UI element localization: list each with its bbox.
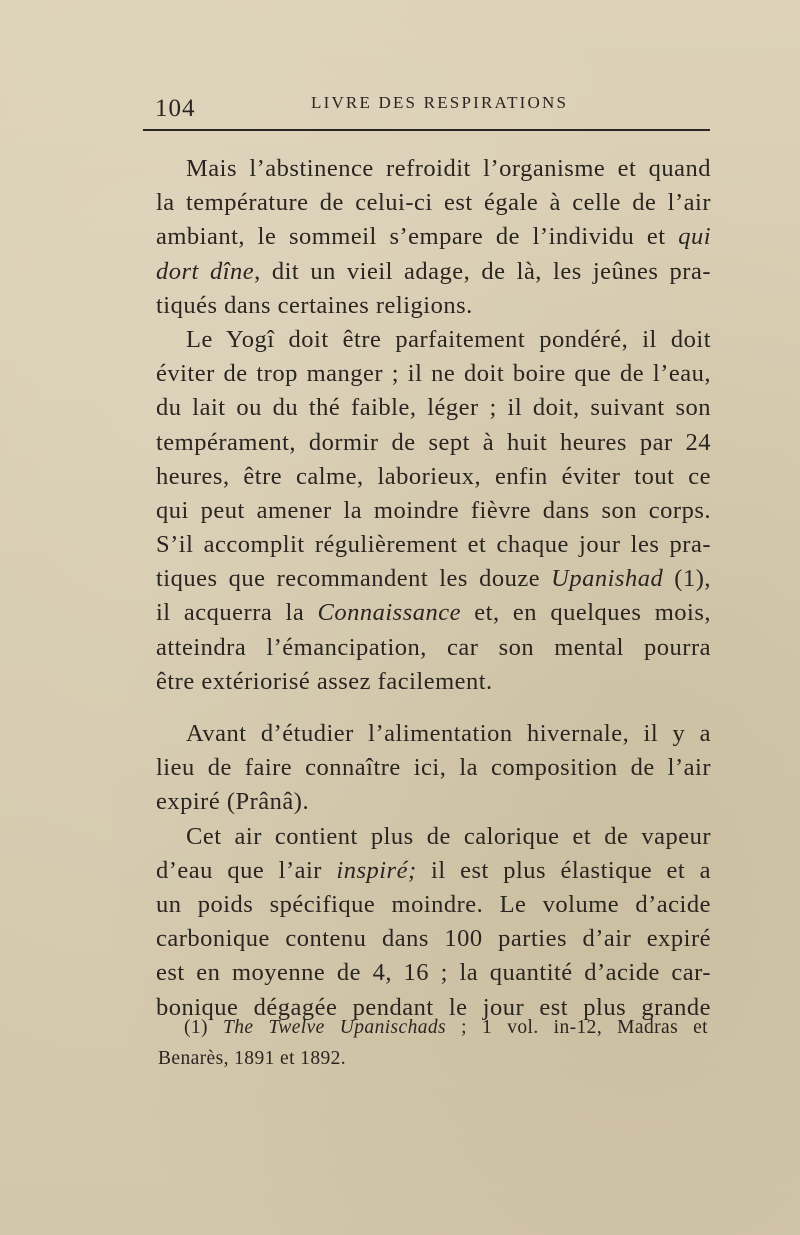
- text-segment: il est plus élastique et a: [416, 856, 711, 884]
- text-segment: , dit un vieil adage, de là, les jeûnes pra-: [254, 257, 711, 285]
- paragraph-spacer: [156, 699, 711, 717]
- text-line: carbonique contenu dans 100 parties d’air expiré: [156, 925, 711, 953]
- text-segment: il acquerra la: [156, 599, 305, 627]
- footnote-line: [158, 1012, 708, 1043]
- text-line: [156, 854, 711, 888]
- header-rule: [143, 129, 710, 131]
- text-line: Mais l’abstinence refroidit l’organisme et quand: [186, 155, 711, 182]
- paragraph-2: [156, 323, 711, 699]
- paragraph-1: [156, 152, 711, 323]
- paragraph-3: [156, 717, 711, 820]
- text-line: être extériorisé assez facilement.: [156, 667, 493, 695]
- text-line: atteindra l’émancipation, car son mental pourra: [156, 633, 711, 661]
- text-line: un poids spécifique moindre. Le volume d’acide: [156, 890, 711, 918]
- text-segment: tiques que recommandent les douze: [156, 565, 541, 593]
- text-line: la température de celui-ci est égale à celle de l’air: [156, 189, 711, 217]
- text-line: Cet air contient plus de calorique et de vapeur: [186, 822, 711, 850]
- text-line: [156, 220, 711, 254]
- italic-phrase: inspiré;: [336, 856, 417, 884]
- text-line: [156, 255, 711, 289]
- page-header: [143, 90, 710, 130]
- text-line: lieu de faire connaître ici, la composition de l’air: [156, 754, 711, 782]
- italic-phrase: Upanishad: [551, 565, 664, 593]
- italic-phrase: Connaissance: [317, 599, 461, 627]
- italic-phrase: qui: [678, 223, 711, 251]
- text-line: du lait ou du thé faible, léger ; il doit, suivant son: [156, 394, 711, 422]
- text-line: éviter de trop manger ; il ne doit boire que de l’eau,: [156, 360, 711, 388]
- italic-phrase: dort dîne: [156, 257, 255, 285]
- text-line: [156, 596, 711, 630]
- text-line: expiré (Prânâ).: [156, 788, 310, 816]
- footnote-text: ; 1 vol. in-12, Madras et: [446, 1017, 709, 1038]
- text-line: tempérament, dormir de sept à huit heures par 24: [156, 428, 711, 456]
- paragraph-4: [156, 820, 711, 1025]
- text-line: Avant d’étudier l’alimentation hivernale, il y a: [186, 720, 711, 747]
- text-segment: d’eau que l’air: [156, 856, 322, 884]
- footnote-ref: (1),: [663, 565, 711, 593]
- running-title: LIVRE DES RESPIRATIONS: [311, 93, 569, 112]
- text-line: S’il accomplit régulièrement et chaque jour les pra-: [156, 531, 711, 559]
- text-segment: et, en quelques mois,: [461, 599, 712, 627]
- footnote-marker: (1): [184, 1017, 208, 1038]
- body-text: [156, 152, 711, 1025]
- text-segment: ambiant, le sommeil s’empare de l’individu et: [156, 223, 666, 251]
- text-line: est en moyenne de 4, 16 ; la quantité d’acide car-: [156, 959, 711, 987]
- footnote: [158, 1012, 708, 1074]
- text-line: [156, 562, 711, 596]
- page-number: 104: [155, 95, 196, 122]
- text-line: qui peut amener la moindre fièvre dans son corps.: [156, 496, 711, 524]
- text-line: heures, être calme, laborieux, enfin éviter tout ce: [156, 462, 711, 490]
- text-line: bonique dégagée pendant le jour est plus grande: [156, 993, 711, 1021]
- text-line: Le Yogî doit être parfaitement pondéré, il doit: [186, 325, 711, 353]
- footnote-title: The Twelve Upanischads: [223, 1017, 447, 1038]
- footnote-line: Benarès, 1891 et 1892.: [158, 1048, 347, 1069]
- text-line: tiqués dans certaines religions.: [156, 291, 473, 319]
